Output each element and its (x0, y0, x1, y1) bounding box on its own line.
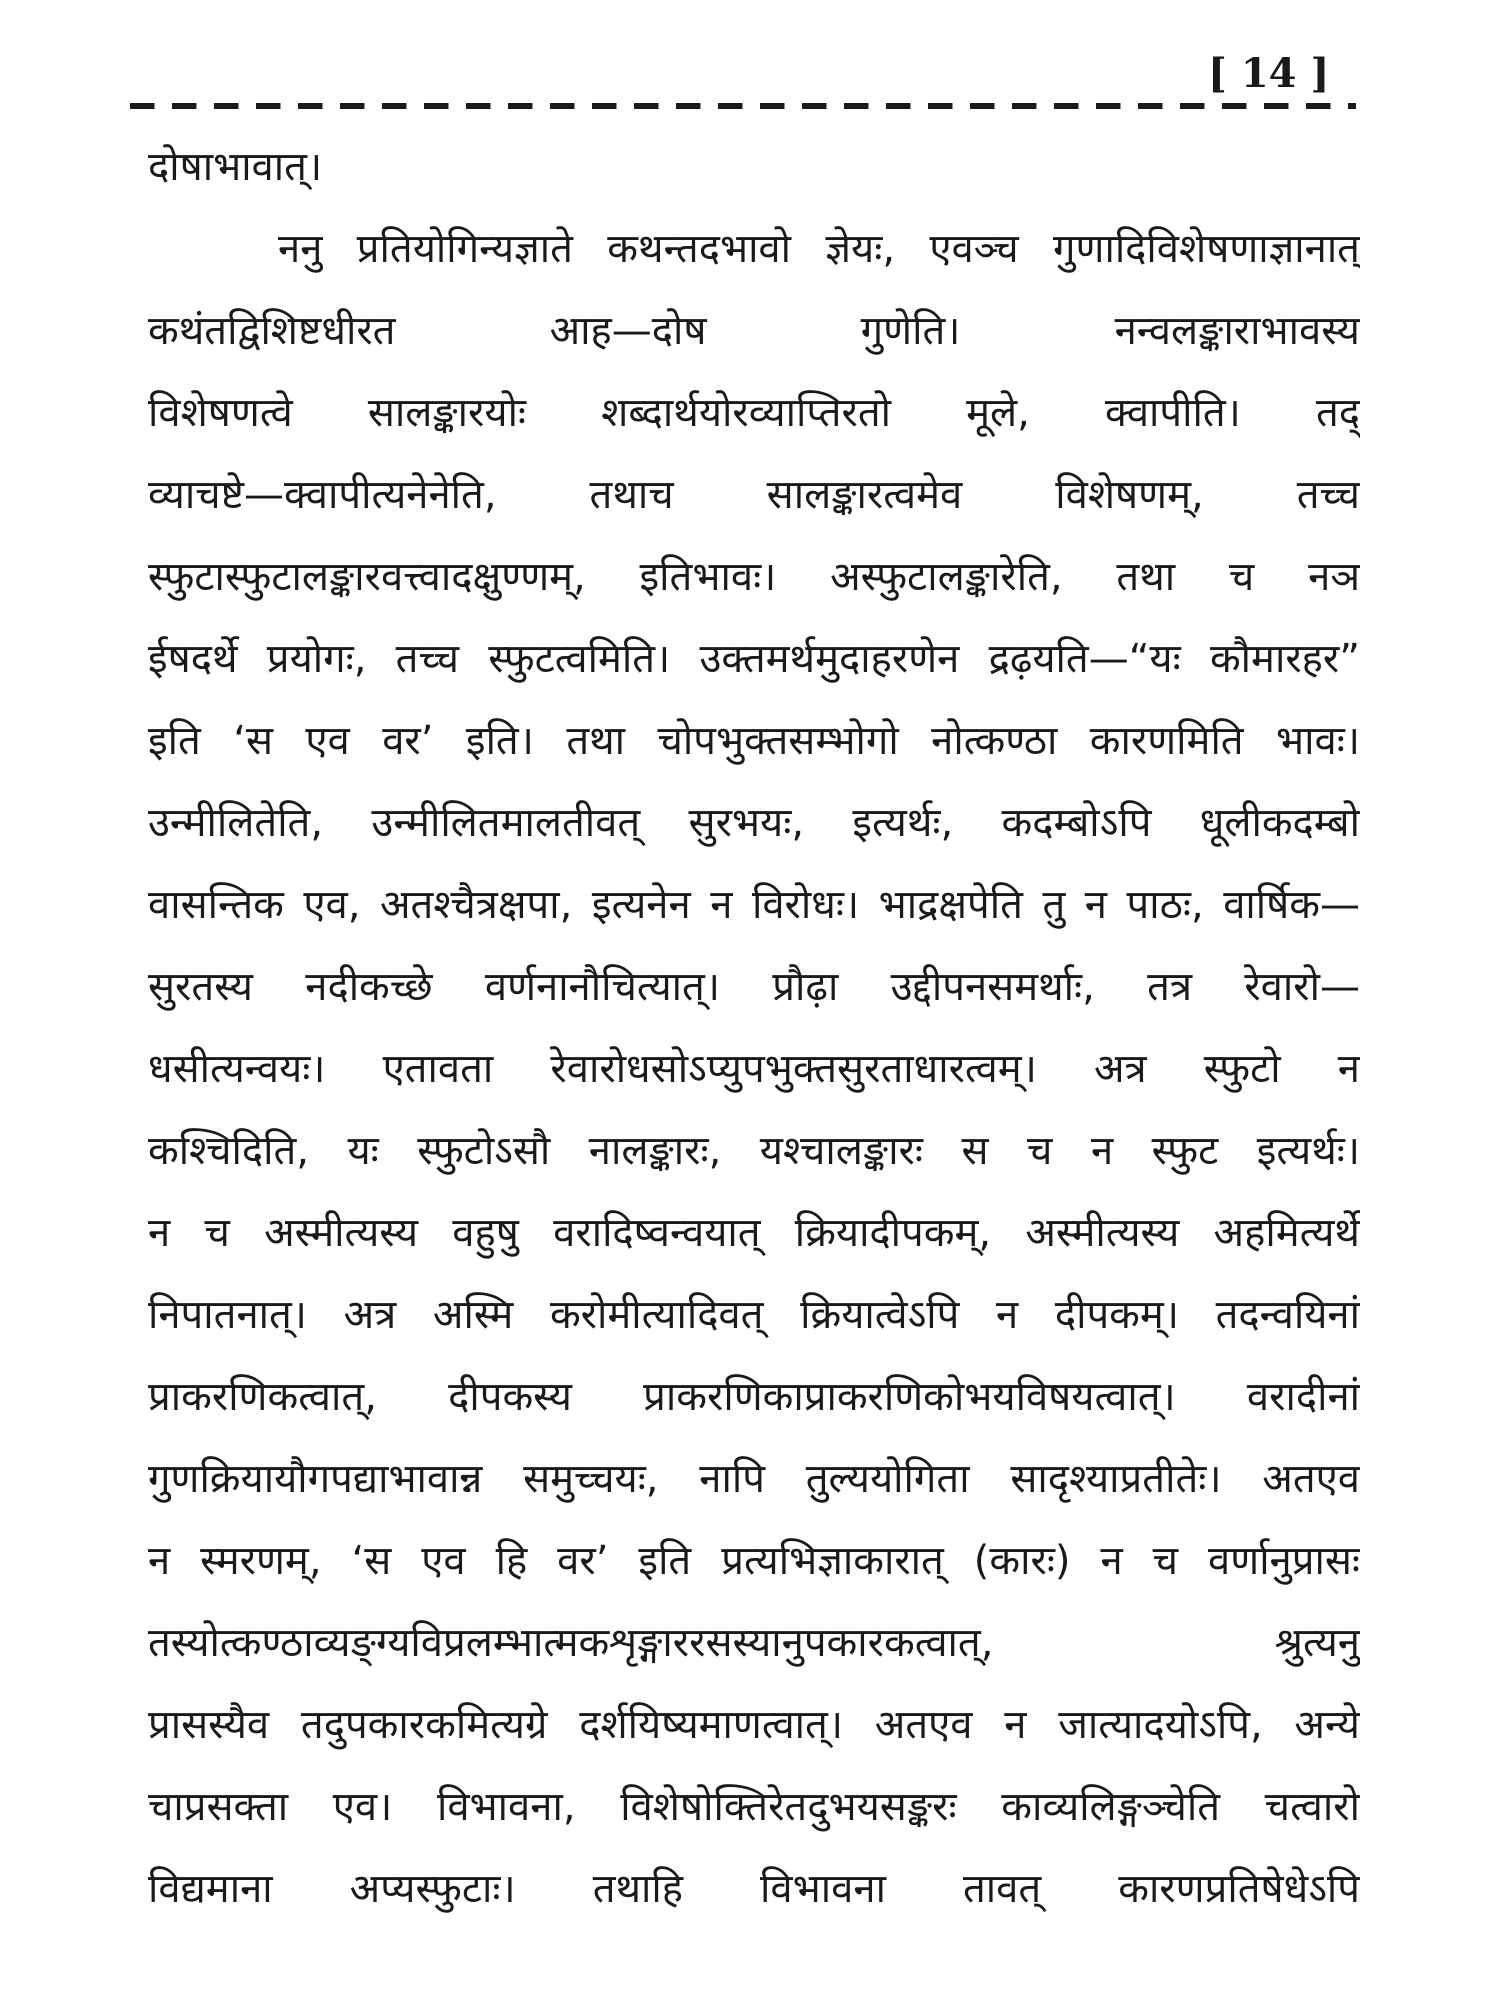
text-line: वासन्तिक एव, अतश्चैत्रक्षपा, इत्यनेन न विरोधः। भाद्रक्षपेति तु न पाठः, वार्षिक— (148, 882, 1360, 928)
text-line: गुणक्रियायौगपद्याभावान्न समुच्चयः, नापि तुल्ययोगिता सादृश्याप्रतीतेः। अतएव (148, 1456, 1360, 1502)
text-line: प्राकरणिकत्वात्, दीपकस्य प्राकरणिकाप्राकरणिकोभयविषयत्वात्। वरादीनां (148, 1374, 1360, 1420)
commentary-body (148, 126, 1360, 1930)
text-line: प्रासस्यैव तदुपकारकमित्यग्रे दर्शयिष्यमाणत्वात्। अतएव न जात्यादयोऽपि, अन्ये (148, 1702, 1360, 1748)
header-dashed-rule (130, 103, 1356, 109)
text-line: धसीत्यन्वयः। एतावता रेवारोधसोऽप्युपभुक्तसुरताधारत्वम्। अत्र स्फुटो न (148, 1046, 1360, 1092)
text-line: ईषदर्थे प्रयोगः, तच्च स्फुटत्वमिति। उक्तमर्थमुदाहरणेन द्रढ़यति—“यः कौमारहर” (148, 636, 1360, 682)
text-line: विद्यमाना अप्यस्फुटाः। तथाहि विभावना तावत् कारणप्रतिषेधेऽपि (148, 1866, 1360, 1912)
text-line: चाप्रसक्ता एव। विभावना, विशेषोक्तिरेतदुभयसङ्करः काव्यलिङ्गञ्चेति चत्वारो (148, 1784, 1360, 1830)
text-line: न स्मरणम्, ‘स एव हि वर’ इति प्रत्यभिज्ञाकारात् (कारः) न च वर्णानुप्रासः (148, 1538, 1360, 1584)
text-line: निपातनात्। अत्र अस्मि करोमीत्यादिवत् क्रियात्वेऽपि न दीपकम्। तदन्वयिनां (148, 1292, 1360, 1338)
text-line: कथंतद्विशिष्टधीरत आह—दोष गुणेति। नन्वलङ्काराभावस्य (148, 308, 1360, 354)
text-line: व्याचष्टे—क्वापीत्यनेनेति, तथाच सालङ्कारत्वमेव विशेषणम्, तच्च (148, 472, 1360, 518)
text-line: उन्मीलितेति, उन्मीलितमालतीवत् सुरभयः, इत्यर्थः, कदम्बोऽपि धूलीकदम्बो (148, 800, 1360, 846)
text-line: न च अस्मीत्यस्य वहुषु वरादिष्वन्वयात् क्रियादीपकम्, अस्मीत्यस्य अहमित्यर्थे (148, 1210, 1360, 1256)
text-line: इति ‘स एव वर’ इति। तथा चोपभुक्तसम्भोगो नोत्कण्ठा कारणमिति भावः। (148, 718, 1360, 764)
page-number: [ 14 ] (1208, 50, 1330, 97)
text-line: विशेषणत्वे सालङ्कारयोः शब्दार्थयोरव्याप्तिरतो मूले, क्वापीति। तद् (148, 390, 1360, 436)
text-line: तस्योत्कण्ठाव्यङ्ग्यविप्रलम्भात्मकशृङ्गाररसस्यानुपकारकत्वात्, श्रुत्यनु (148, 1620, 1360, 1666)
text-line: ननु प्रतियोगिन्यज्ञाते कथन्तदभावो ज्ञेयः, एवञ्च गुणादिविशेषणाज्ञानात् (278, 226, 1360, 272)
text-line: सुरतस्य नदीकच्छे वर्णनानौचित्यात्। प्रौढ़ा उद्दीपनसमर्थाः, तत्र रेवारो— (148, 964, 1360, 1010)
text-line: कश्चिदिति, यः स्फुटोऽसौ नालङ्कारः, यश्चालङ्कारः स च न स्फुट इत्यर्थः। (148, 1128, 1360, 1174)
text-line: स्फुटास्फुटालङ्कारवत्त्वादक्षुण्णम्, इतिभावः। अस्फुटालङ्कारेति, तथा च नञ (148, 554, 1360, 600)
text-line: दोषाभावात्। (148, 144, 323, 190)
